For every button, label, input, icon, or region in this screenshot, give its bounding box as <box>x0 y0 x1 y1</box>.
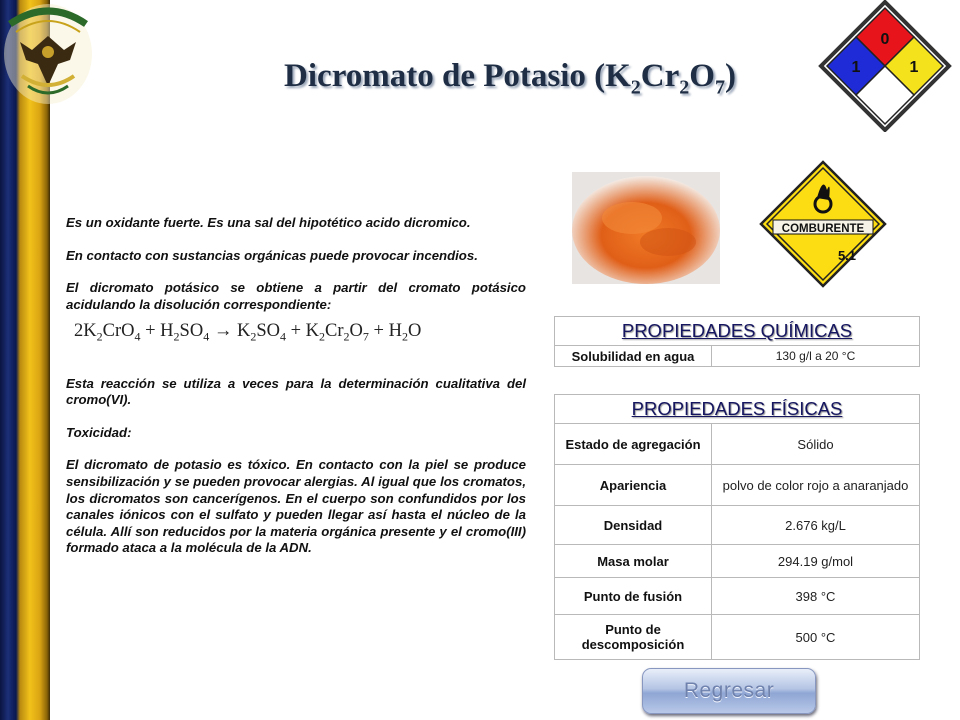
table-row <box>555 615 920 660</box>
table-cell-label: Solubilidad en agua <box>555 346 712 367</box>
comburente-hazard-placard <box>752 160 894 288</box>
table-row <box>555 465 920 506</box>
table-cell-value: 2.676 kg/L <box>712 506 920 545</box>
nfpa-flammability: 0 <box>880 31 890 48</box>
regresar-button[interactable]: Regresar <box>642 668 816 714</box>
nfpa-reactivity: 1 <box>909 59 919 76</box>
chemical-equation: $2K_2CrO_4 + H_2SO_4 \to K_2SO_4 + K_2Cr_2O_7 + H_2O$ <box>74 321 422 345</box>
table-cell-value: 294.19 g/mol <box>712 545 920 578</box>
table-cell-value: Sólido <box>712 424 920 465</box>
table-cell-label: Punto de fusión <box>555 578 712 615</box>
description-text <box>66 215 526 573</box>
physical-properties-header: PROPIEDADES FÍSICAS <box>555 395 920 424</box>
table-row <box>555 545 920 578</box>
placard-class: 5.1 <box>837 248 857 263</box>
placard-label: COMBURENTE <box>781 223 865 235</box>
table-cell-value: 130 g/l a 20 °C <box>712 346 920 367</box>
university-logo <box>2 2 94 106</box>
nfpa-diamond <box>812 0 958 132</box>
description-paragraph: El dicromato de potasio es tóxico. En contacto con la piel se produce sensibilización y se pueden provocar alergias. Al igual que los cromatos, los dicromatos son cancerígenos. En el cuerpo son confundidos por los canales iónicos con el sulfato y pueden llegar así hasta el núcleo de la célula. Allí son reducidos por la materia orgánica presente y el cromo(III) formado ataca a la molécula de la ADN. <box>66 457 526 556</box>
table-cell-value: 500 °C <box>712 615 920 660</box>
description-paragraph: Es un oxidante fuerte. Es una sal del hipotético acido dicromico. <box>66 215 471 230</box>
table-cell-label: Masa molar <box>555 545 712 578</box>
left-decorative-bar <box>0 0 50 720</box>
potassium-dichromate-powder-image <box>572 172 720 284</box>
description-paragraph: En contacto con sustancias orgánicas puede provocar incendios. <box>66 247 478 263</box>
table-cell-label: Densidad <box>555 506 712 545</box>
chemical-properties-table <box>554 316 920 367</box>
table-row <box>555 506 920 545</box>
table-cell-value: 398 °C <box>712 578 920 615</box>
description-paragraph: Esta reacción se utiliza a veces para la determinación cualitativa del cromo(VI). <box>66 375 526 408</box>
table-row <box>555 578 920 615</box>
table-cell-value: polvo de color rojo a anaranjado <box>712 465 920 506</box>
table-cell-label: Estado de agregación <box>555 424 712 465</box>
toxicity-heading: Toxicidad: <box>66 424 132 440</box>
table-cell-label: Apariencia <box>555 465 712 506</box>
page-title: Dicromato de Potasio $(K_2Cr_2O_7)$ <box>284 58 736 99</box>
physical-properties-table <box>554 394 920 660</box>
table-row <box>555 424 920 465</box>
table-cell-label: Punto de descomposición <box>555 615 712 660</box>
description-paragraph: El dicromato potásico se obtiene a partir del cromato potásico acidulando la disolución correspondiente: <box>66 280 526 312</box>
nfpa-health: 1 <box>851 59 861 76</box>
chemical-properties-header: PROPIEDADES QUÍMICAS <box>555 317 920 346</box>
